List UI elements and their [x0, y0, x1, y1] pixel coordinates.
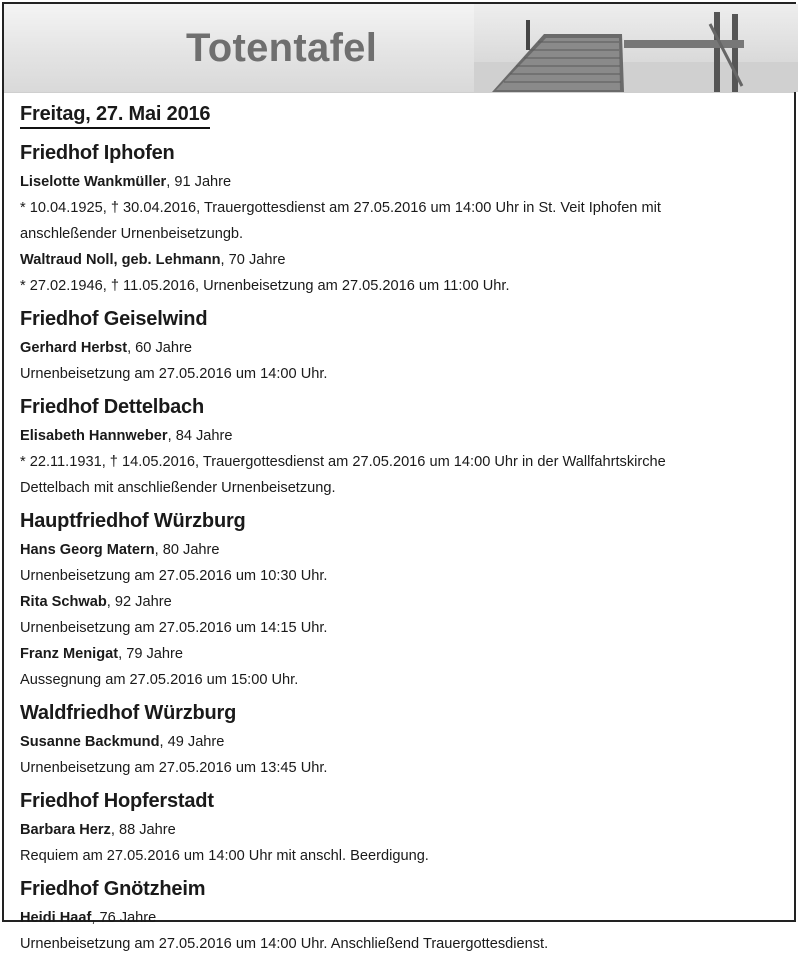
deceased-entry	[20, 537, 778, 563]
deceased-age: , 80 Jahre	[154, 542, 220, 558]
deceased-entry	[20, 729, 778, 755]
deceased-entry	[20, 641, 778, 667]
obituary-content	[4, 93, 794, 957]
deceased-name: Heidi Haaf	[20, 910, 92, 926]
deceased-age: , 70 Jahre	[220, 252, 286, 268]
deceased-name: Liselotte Wankmüller	[20, 174, 167, 190]
service-details: Aussegnung am 27.05.2016 um 15:00 Uhr.	[20, 672, 299, 688]
deceased-entry	[20, 817, 778, 843]
service-details: Requiem am 27.05.2016 um 14:00 Uhr mit anschl. Beerdigung.	[20, 848, 429, 864]
service-details: Dettelbach mit anschließender Urnenbeisetzung.	[20, 480, 336, 496]
deceased-name: Susanne Backmund	[20, 734, 160, 750]
header-banner	[4, 4, 794, 93]
pier-image	[474, 4, 798, 92]
deceased-age: , 76 Jahre	[91, 910, 157, 926]
deceased-name: Rita Schwab	[20, 594, 107, 610]
deceased-name: Gerhard Herbst	[20, 340, 128, 356]
deceased-name: Elisabeth Hannweber	[20, 428, 168, 444]
service-details: Urnenbeisetzung am 27.05.2016 um 14:00 Uhr.	[20, 366, 328, 382]
service-details: Urnenbeisetzung am 27.05.2016 um 10:30 Uhr.	[20, 568, 328, 584]
deceased-name: Waltraud Noll, geb. Lehmann	[20, 252, 221, 268]
service-details: anschleßender Urnenbeisetzungb.	[20, 226, 244, 242]
deceased-entry	[20, 169, 778, 195]
deceased-age: , 84 Jahre	[167, 428, 233, 444]
service-details: * 10.04.1925, † 30.04.2016, Trauergottesdienst am 27.05.2016 um 14:00 Uhr in St. Veit Iphofen mit	[20, 200, 661, 216]
service-details: * 27.02.1946, † 11.05.2016, Urnenbeisetzung am 27.05.2016 um 11:00 Uhr.	[20, 278, 510, 294]
cemetery-heading: Friedhof Iphofen	[20, 142, 175, 164]
deceased-age: , 92 Jahre	[106, 594, 172, 610]
deceased-entry	[20, 905, 778, 931]
deceased-age: , 60 Jahre	[127, 340, 192, 356]
deceased-entry	[20, 335, 778, 361]
cemetery-heading: Friedhof Hopferstadt	[20, 790, 214, 812]
service-details: * 22.11.1931, † 14.05.2016, Trauergottesdienst am 27.05.2016 um 14:00 Uhr in der Wallfahrtskirche	[20, 454, 666, 470]
deceased-entry	[20, 247, 778, 273]
deceased-age: , 49 Jahre	[159, 734, 225, 750]
deceased-entry	[20, 589, 778, 615]
deceased-name: Franz Menigat	[20, 646, 119, 662]
deceased-age: , 88 Jahre	[110, 822, 176, 838]
cemetery-heading: Waldfriedhof Würzburg	[20, 702, 237, 724]
deceased-age: , 79 Jahre	[118, 646, 184, 662]
cemetery-heading: Friedhof Geiselwind	[20, 308, 208, 330]
cemetery-heading: Hauptfriedhof Würzburg	[20, 510, 246, 532]
deceased-name: Hans Georg Matern	[20, 542, 155, 558]
service-details: Urnenbeisetzung am 27.05.2016 um 13:45 Uhr.	[20, 760, 328, 776]
cemetery-heading: Friedhof Gnötzheim	[20, 878, 206, 900]
deceased-age: , 91 Jahre	[166, 174, 232, 190]
date-heading: Freitag, 27. Mai 2016	[20, 103, 210, 129]
service-details: Urnenbeisetzung am 27.05.2016 um 14:15 Uhr.	[20, 620, 328, 636]
cemetery-heading: Friedhof Dettelbach	[20, 396, 204, 418]
deceased-entry	[20, 423, 778, 449]
obituary-board	[2, 2, 796, 952]
deceased-name: Barbara Herz	[20, 822, 111, 838]
service-details: Urnenbeisetzung am 27.05.2016 um 14:00 Uhr. Anschließend Trauergottesdienst.	[20, 936, 549, 952]
page-title: Totentafel	[186, 26, 378, 70]
